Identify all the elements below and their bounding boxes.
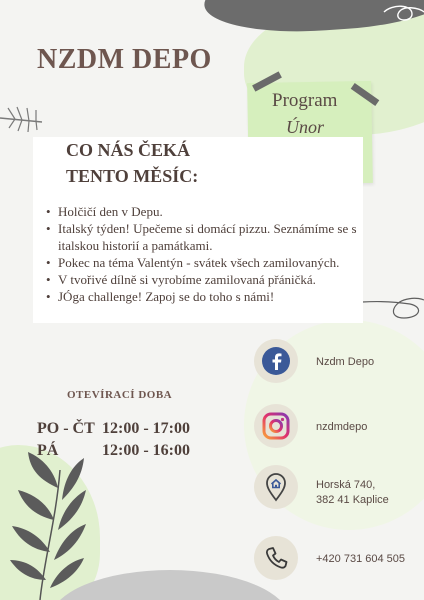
instagram-link[interactable]: nzdmdepo bbox=[316, 421, 368, 433]
opening-time: 12:00 - 17:00 bbox=[102, 420, 190, 437]
list-item: • V tvořivé dílně si vyrobíme zamilovaná přáničká. bbox=[43, 271, 358, 288]
note-month: Únor bbox=[286, 117, 325, 137]
opening-days: PO - ČT bbox=[37, 420, 95, 437]
phone-link[interactable]: +420 731 604 505 bbox=[316, 553, 406, 565]
location-pin-icon-graphic bbox=[254, 465, 298, 509]
list-item: • Holčičí den v Depu. bbox=[43, 203, 358, 220]
facebook-link[interactable]: Nzdm Depo bbox=[316, 356, 375, 368]
address-line-1: Horská 740, bbox=[316, 479, 376, 491]
facebook-icon-graphic bbox=[254, 339, 298, 383]
address-text bbox=[316, 478, 389, 508]
address-line-2: 382 41 Kaplice bbox=[316, 494, 389, 506]
note-program-label: Program bbox=[272, 90, 338, 111]
opening-hours-title: OTEVÍRACÍ DOBA bbox=[67, 389, 173, 401]
program-list bbox=[43, 203, 358, 305]
list-item: • Italský týden! Upečeme si domácí pizzu. Seznámíme se s italskou historií a památkami. bbox=[43, 220, 358, 254]
opening-hours-row bbox=[37, 442, 190, 460]
program-heading bbox=[66, 137, 198, 189]
phone-icon-graphic bbox=[254, 536, 298, 580]
opening-time: 12:00 - 16:00 bbox=[102, 442, 190, 459]
opening-days: PÁ bbox=[37, 442, 59, 459]
instagram-icon-graphic bbox=[254, 404, 298, 448]
facebook-icon[interactable] bbox=[254, 339, 298, 383]
location-pin-icon bbox=[254, 465, 298, 509]
program-heading-line-2: TENTO MĚSÍC: bbox=[66, 166, 199, 186]
list-item: • JÓga challenge! Zapoj se do toho s námi! bbox=[43, 288, 358, 305]
instagram-icon[interactable] bbox=[254, 404, 298, 448]
program-heading-line-1: CO NÁS ČEKÁ bbox=[66, 140, 191, 160]
page-title: NZDM DEPO bbox=[37, 44, 212, 75]
opening-hours-row bbox=[37, 420, 190, 438]
phone-icon[interactable] bbox=[254, 536, 298, 580]
list-item: • Pokec na téma Valentýn - svátek všech zamilovaných. bbox=[43, 254, 358, 271]
